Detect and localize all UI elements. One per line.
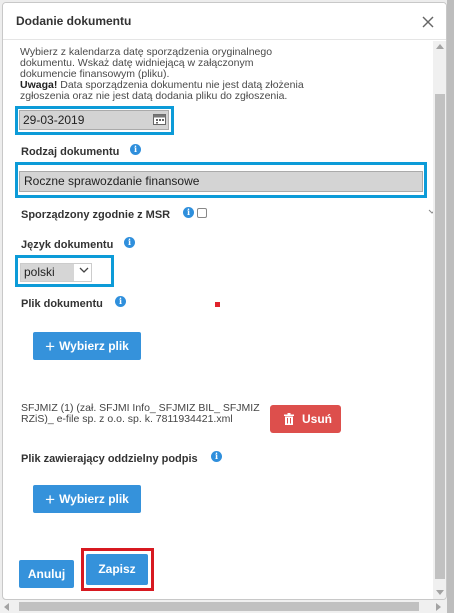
calendar-icon[interactable] [153,113,166,125]
language-label: Język dokumentu [21,239,114,251]
delete-file-button[interactable] [270,405,341,433]
add-document-modal [2,2,447,600]
page-background-right [447,0,454,613]
warning-text: Data sporządzenia dokumentu nie jest datą złożenia zgłoszenia oraz nie jest datą dodania pliku do zgłoszenia. [20,79,304,102]
choose-file-button[interactable] [33,332,141,360]
red-marker [215,302,220,307]
plus-icon: + [45,490,56,509]
info-icon[interactable]: i [211,451,222,462]
info-icon[interactable]: i [183,207,194,218]
choose-file-label: Wybierz plik [59,339,129,353]
horizontal-scrollbar[interactable] [0,600,447,613]
language-select[interactable] [20,263,92,282]
scroll-right-icon[interactable] [436,603,441,611]
signature-file-label: Plik zawierający oddzielny podpis [21,453,198,465]
modal-header [3,3,446,40]
trash-icon [284,413,294,425]
date-info-line: Wybierz z kalendarza datę sporządzenia oryginalnego dokumentu. Wskaż datę widniejącą w załączonym dokumencie finansowym (pliku). [20,46,273,80]
delete-file-label: Usuń [302,412,332,426]
modal-body [3,41,447,600]
selected-file-name: SFJMIZ (1) (zał. SFJMI Info_ SFJMIZ BIL_ SFJMIZ RZiS)_ e-file sp. z o.o. sp. k. 7811934421.xml [21,402,260,425]
document-type-label: Rodzaj dokumentu [21,146,120,158]
scroll-left-icon[interactable] [4,603,9,611]
plus-icon: + [45,337,56,356]
chevron-down-icon [79,266,89,274]
date-info-text [20,47,310,102]
choose-signature-file-label: Wybierz plik [59,492,129,506]
save-button[interactable]: Zapisz [86,554,148,585]
vertical-scrollbar[interactable] [433,41,447,600]
horizontal-scroll-thumb[interactable] [19,602,419,611]
scroll-down-icon[interactable] [436,590,444,595]
warning-label: Uwaga! [20,79,58,91]
info-icon[interactable]: i [130,144,141,155]
close-icon[interactable] [421,15,435,29]
cancel-button[interactable]: Anuluj [19,560,74,588]
language-value: polski [21,264,74,281]
msr-label: Sporządzony zgodnie z MSR [21,209,171,221]
info-icon[interactable]: i [115,296,126,307]
modal-title: Dodanie dokumentu [16,14,132,28]
choose-signature-file-button[interactable] [33,485,141,513]
document-date-input[interactable]: 29-03-2019 [19,110,169,130]
info-icon[interactable]: i [124,237,135,248]
document-file-label: Plik dokumentu [21,298,103,310]
scroll-up-icon[interactable] [436,44,444,49]
vertical-scroll-thumb[interactable] [435,94,445,579]
document-type-select[interactable]: Roczne sprawozdanie finansowe [19,171,423,192]
msr-checkbox[interactable] [197,208,207,218]
